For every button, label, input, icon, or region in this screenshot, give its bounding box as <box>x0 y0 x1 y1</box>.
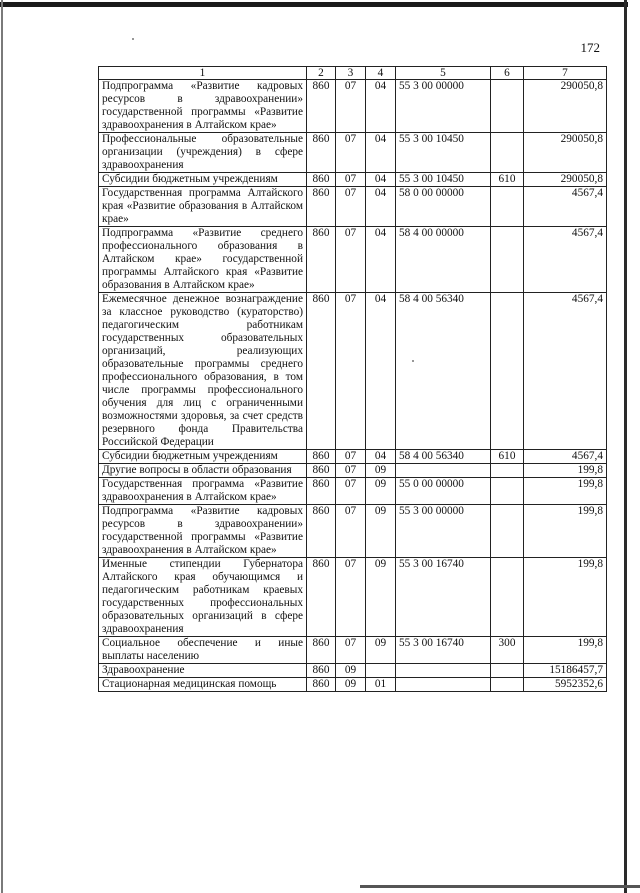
table-row <box>99 173 607 187</box>
scan-edge-left <box>1 0 3 893</box>
target-article-code: 55 3 00 16740 <box>396 637 491 664</box>
item-name: Здравоохранение <box>99 664 307 678</box>
table-row <box>99 558 607 637</box>
subsection-code: 04 <box>366 293 396 450</box>
target-article-code <box>396 678 491 692</box>
expense-type-code <box>491 293 524 450</box>
section-code: 07 <box>336 558 366 637</box>
table-row <box>99 80 607 133</box>
page-number: 172 <box>580 40 600 55</box>
column-header: 5 <box>396 67 491 80</box>
section-code: 07 <box>336 80 366 133</box>
subsection-code: 04 <box>366 173 396 187</box>
item-name: Подпрограмма «Развитие кадровых ресурсов в здравоохранении» государственной программы «Развитие здравоохранения в Алтайском крае» <box>99 80 307 133</box>
ministry-code: 860 <box>307 227 336 293</box>
subsection-code <box>366 664 396 678</box>
section-code: 07 <box>336 187 366 227</box>
table-row <box>99 187 607 227</box>
target-article-code: 55 3 00 00000 <box>396 80 491 133</box>
table-row <box>99 133 607 173</box>
item-name: Профессиональные образовательные организации (учреждения) в сфере здравоохранения <box>99 133 307 173</box>
expense-type-code <box>491 187 524 227</box>
column-header: 3 <box>336 67 366 80</box>
target-article-code: 58 4 00 56340 <box>396 450 491 464</box>
amount: 4567,4 <box>524 227 607 293</box>
table-row <box>99 678 607 692</box>
ministry-code: 860 <box>307 80 336 133</box>
section-code: 07 <box>336 133 366 173</box>
section-code: 07 <box>336 505 366 558</box>
column-header: 7 <box>524 67 607 80</box>
table-row <box>99 637 607 664</box>
amount: 5952352,6 <box>524 678 607 692</box>
section-code: 07 <box>336 173 366 187</box>
ministry-code: 860 <box>307 678 336 692</box>
ministry-code: 860 <box>307 173 336 187</box>
subsection-code: 04 <box>366 187 396 227</box>
column-header: 1 <box>99 67 307 80</box>
table-row <box>99 464 607 478</box>
target-article-code <box>396 664 491 678</box>
column-header: 4 <box>366 67 396 80</box>
section-code: 07 <box>336 227 366 293</box>
ministry-code: 860 <box>307 664 336 678</box>
ministry-code: 860 <box>307 637 336 664</box>
scan-edge-bottom <box>360 885 640 888</box>
ministry-code: 860 <box>307 505 336 558</box>
table-row <box>99 227 607 293</box>
subsection-code: 09 <box>366 637 396 664</box>
table-row <box>99 478 607 505</box>
subsection-code: 09 <box>366 558 396 637</box>
table-row <box>99 293 607 450</box>
section-code: 07 <box>336 450 366 464</box>
item-name: Стационарная медицинская помощь <box>99 678 307 692</box>
ministry-code: 860 <box>307 133 336 173</box>
target-article-code: 58 4 00 00000 <box>396 227 491 293</box>
item-name: Подпрограмма «Развитие среднего профессионального образования в Алтайском крае» государственной программы Алтайского края «Развитие образования в Алтайском крае» <box>99 227 307 293</box>
expense-type-code: 610 <box>491 173 524 187</box>
section-code: 09 <box>336 664 366 678</box>
expense-type-code <box>491 133 524 173</box>
column-header: 6 <box>491 67 524 80</box>
amount: 290050,8 <box>524 80 607 133</box>
target-article-code <box>396 464 491 478</box>
section-code: 07 <box>336 464 366 478</box>
budget-table <box>98 66 607 692</box>
scan-edge-right <box>624 0 627 893</box>
expense-type-code <box>491 664 524 678</box>
expense-type-code <box>491 678 524 692</box>
subsection-code: 09 <box>366 505 396 558</box>
target-article-code: 58 0 00 00000 <box>396 187 491 227</box>
item-name: Подпрограмма «Развитие кадровых ресурсов в здравоохранении» государственной программы «Развитие здравоохранения в Алтайском крае» <box>99 505 307 558</box>
item-name: Государственная программа Алтайского края «Развитие образования в Алтайском крае» <box>99 187 307 227</box>
table-row <box>99 505 607 558</box>
expense-type-code <box>491 558 524 637</box>
item-name: Ежемесячное денежное вознаграждение за классное руководство (кураторство) педагогическим работникам государственных образовательных организаций, реализующих образовательные программы среднего профессионального образования, в том числе программы профессионального обучения для лиц с ограниченными возможностями здоровья, за счет средств резервного фонда Правительства Российской Федерации <box>99 293 307 450</box>
amount: 15186457,7 <box>524 664 607 678</box>
amount: 4567,4 <box>524 450 607 464</box>
target-article-code: 55 3 00 10450 <box>396 133 491 173</box>
amount: 199,8 <box>524 505 607 558</box>
section-code: 07 <box>336 478 366 505</box>
expense-type-code <box>491 505 524 558</box>
amount: 290050,8 <box>524 133 607 173</box>
section-code: 09 <box>336 678 366 692</box>
item-name: Другие вопросы в области образования <box>99 464 307 478</box>
expense-type-code: 300 <box>491 637 524 664</box>
expense-type-code <box>491 80 524 133</box>
scan-edge-top <box>0 2 628 7</box>
subsection-code: 04 <box>366 133 396 173</box>
amount: 4567,4 <box>524 187 607 227</box>
amount: 199,8 <box>524 558 607 637</box>
column-header: 2 <box>307 67 336 80</box>
subsection-code: 09 <box>366 464 396 478</box>
amount: 4567,4 <box>524 293 607 450</box>
target-article-code: 55 0 00 00000 <box>396 478 491 505</box>
item-name: Субсидии бюджетным учреждениям <box>99 450 307 464</box>
table-row <box>99 664 607 678</box>
amount: 199,8 <box>524 637 607 664</box>
target-article-code: 55 3 00 16740 <box>396 558 491 637</box>
target-article-code: 55 3 00 10450 <box>396 173 491 187</box>
amount: 290050,8 <box>524 173 607 187</box>
expense-type-code <box>491 227 524 293</box>
expense-type-code <box>491 464 524 478</box>
ministry-code: 860 <box>307 187 336 227</box>
section-code: 07 <box>336 293 366 450</box>
item-name: Государственная программа «Развитие здравоохранения в Алтайском крае» <box>99 478 307 505</box>
subsection-code: 04 <box>366 80 396 133</box>
section-code: 07 <box>336 637 366 664</box>
expense-type-code <box>491 478 524 505</box>
expense-type-code: 610 <box>491 450 524 464</box>
subsection-code: 09 <box>366 478 396 505</box>
subsection-code: 04 <box>366 450 396 464</box>
subsection-code: 04 <box>366 227 396 293</box>
subsection-code: 01 <box>366 678 396 692</box>
target-article-code: 58 4 00 56340 <box>396 293 491 450</box>
ministry-code: 860 <box>307 450 336 464</box>
scan-speck <box>132 38 134 40</box>
target-article-code: 55 3 00 00000 <box>396 505 491 558</box>
table-header-row <box>99 67 607 80</box>
ministry-code: 860 <box>307 558 336 637</box>
amount: 199,8 <box>524 464 607 478</box>
item-name: Субсидии бюджетным учреждениям <box>99 173 307 187</box>
table-row <box>99 450 607 464</box>
item-name: Именные стипендии Губернатора Алтайского края обучающимся и педагогическим работникам краевых государственных профессиональных образовательных организаций в сфере здравоохранения <box>99 558 307 637</box>
ministry-code: 860 <box>307 464 336 478</box>
ministry-code: 860 <box>307 478 336 505</box>
amount: 199,8 <box>524 478 607 505</box>
ministry-code: 860 <box>307 293 336 450</box>
item-name: Социальное обеспечение и иные выплаты населению <box>99 637 307 664</box>
